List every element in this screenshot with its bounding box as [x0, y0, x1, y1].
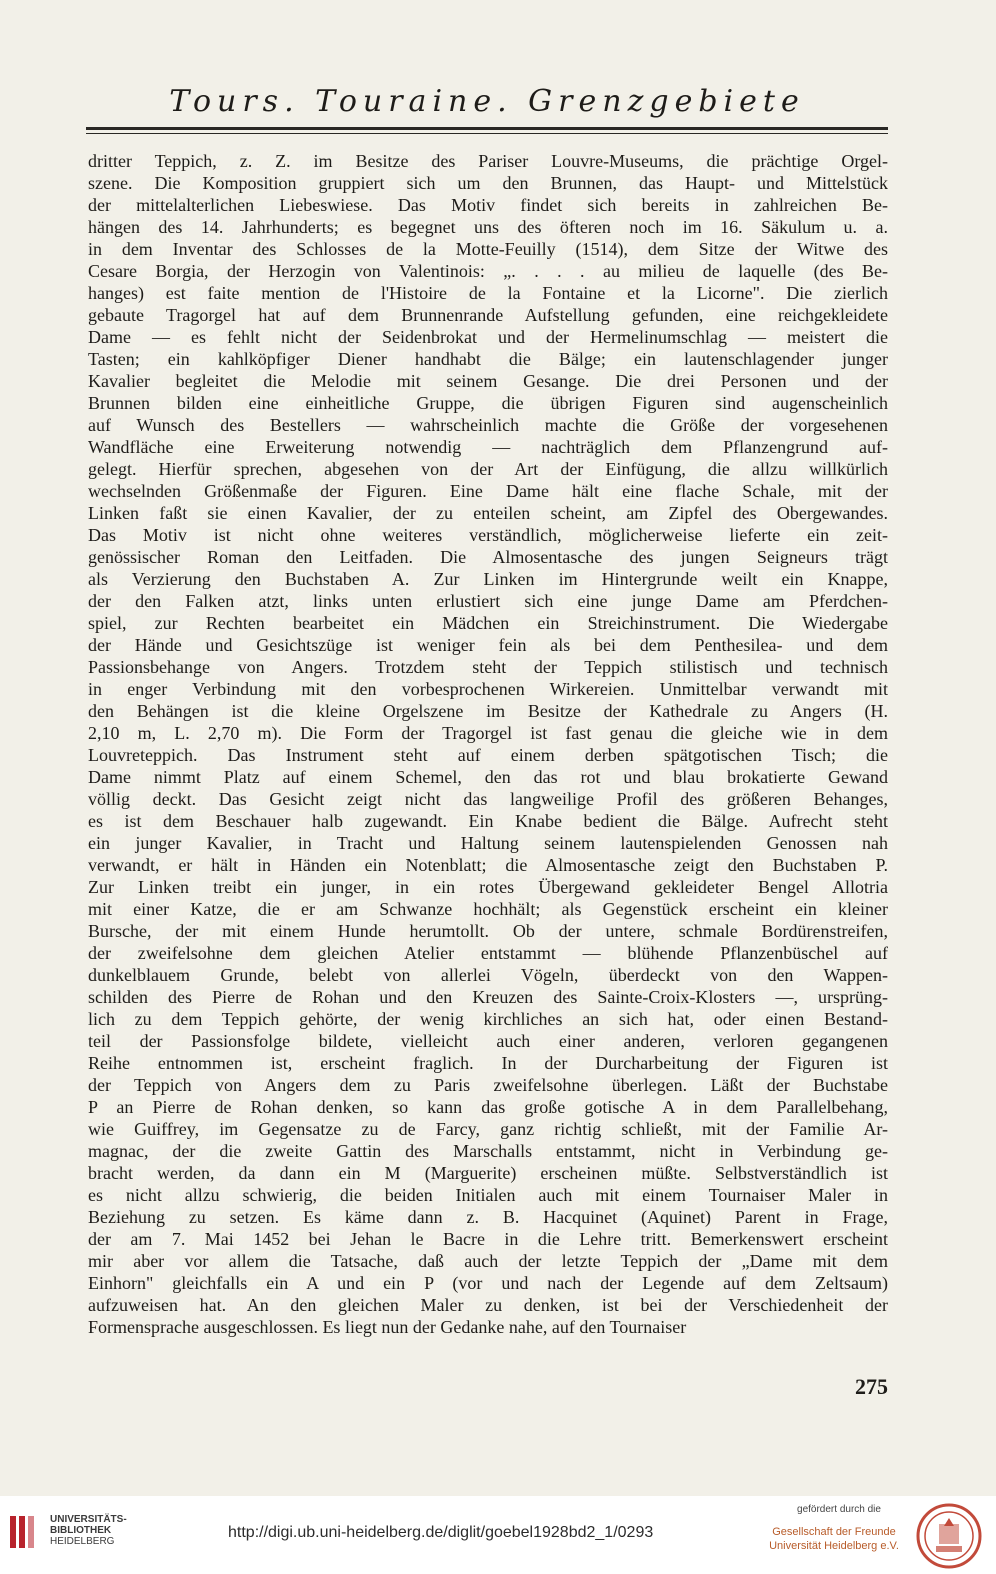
sponsor-org-line-1: Gesellschaft der Freunde: [772, 1526, 896, 1538]
text-line: lich zu dem Teppich gehörte, der wenig kirchliches an sich hat, oder einen Bestand-: [88, 1009, 888, 1029]
sponsor-caption: gefördert durch die: [797, 1504, 881, 1515]
text-line: es nicht allzu schwierig, die beiden Initialen auch mit einem Tournaiser Maler in: [88, 1185, 888, 1205]
text-line: in enger Verbindung mit den vorbesprochenen Wirkereien. Unmittelbar verwandt mit: [88, 679, 888, 699]
library-name: [50, 1514, 127, 1547]
text-line: genössischer Roman den Leitfaden. Die Almosentasche des jungen Seigneurs trägt: [88, 547, 888, 567]
text-line: der mittelalterlichen Liebeswiese. Das Motiv findet sich bereits in zahlreichen Be-: [88, 195, 888, 215]
library-name-line-1: UNIVERSITÄTS-: [50, 1514, 127, 1525]
text-line: Dame — es fehlt nicht der Seidenbrokat und der Hermelinumschlag — meistert die: [88, 327, 888, 347]
library-name-line-3: HEIDELBERG: [50, 1536, 115, 1547]
text-line: Tasten; ein kahlköpfiger Diener handhabt die Bälge; ein lautenschlagender junger: [88, 349, 888, 369]
text-line: in dem Inventar des Schlosses de la Motte-Feuilly (1514), dem Sitze der Witwe des: [88, 239, 888, 259]
text-line: P an Pierre de Rohan denken, so kann das große gotische A in dem Parallelbehang,: [88, 1097, 888, 1117]
page-number: 275: [855, 1374, 888, 1399]
permalink-url[interactable]: http://digi.ub.uni-heidelberg.de/diglit/goebel1928bd2_1/0293: [228, 1524, 654, 1541]
text-line: spiel, zur Rechten bearbeitet ein Mädchen ein Streichinstrument. Die Wiedergabe: [88, 613, 888, 633]
text-line: der Hände und Gesichtszüge ist weniger fein als bei dem Penthesilea- und dem: [88, 635, 888, 655]
text-line: Formensprache ausgeschlossen. Es liegt nun der Gedanke nahe, auf den Tournaiser: [88, 1317, 687, 1337]
university-seal-icon: [914, 1502, 984, 1570]
running-title: Tours. Touraine. Grenzgebiete: [169, 84, 805, 119]
text-line: auf Wunsch des Bestellers — wahrscheinlich machte die Größe der vorgesehenen: [88, 415, 888, 435]
text-line: hanges) est faite mention de l'Histoire de la Fontaine et la Licorne". Die zierlich: [88, 283, 888, 303]
text-line: wie Guiffrey, im Gegensatze zu de Farcy, ganz richtig schließt, mit der Familie Ar-: [88, 1119, 888, 1139]
text-line: als Verzierung den Buchstaben A. Zur Linken im Hintergrunde weilt ein Knappe,: [88, 569, 888, 589]
text-line: magnac, der die zweite Gattin des Marschalls entstammt, nicht in Verbindung ge-: [88, 1141, 888, 1161]
text-line: Reihe entnommen ist, erscheint fraglich. In der Durcharbeitung der Figuren ist: [88, 1053, 888, 1073]
text-line: Einhorn" gleichfalls ein A und ein P (vor und nach der Legende auf dem Zeltsaum): [88, 1273, 888, 1293]
text-line: gelegt. Hierfür sprechen, abgesehen von der Art der Einfügung, die allzu willkürlich: [88, 459, 888, 479]
text-line: teil der Passionsfolge bildete, vielleicht auch einer anderen, verloren gegangenen: [88, 1031, 888, 1051]
text-line: Beziehung zu setzen. Es käme dann z. B. Hacquinet (Aquinet) Parent in Frage,: [88, 1207, 888, 1227]
text-line: den Behängen ist die kleine Orgelszene im Besitze der Kathedrale zu Angers (H.: [88, 701, 888, 721]
text-line: Passionsbehange von Angers. Trotzdem steht der Teppich stilistisch und technisch: [88, 657, 888, 677]
library-name-line-2: BIBLIOTHEK: [50, 1525, 112, 1536]
text-line: schilden des Pierre de Rohan und den Kreuzen des Sainte-Croix-Klosters —, ursprüng-: [88, 987, 888, 1007]
sponsor-block: [760, 1504, 908, 1553]
text-line: Louvreteppich. Das Instrument steht auf einem derben spätgotischen Tisch; die: [88, 745, 888, 765]
text-line: hängen des 14. Jahrhunderts; es begegnet uns des öfteren noch im 16. Säkulum u. a.: [88, 217, 888, 237]
text-line: der den Falken atzt, links unten erlustiert sich eine junge Dame am Pferdchen-: [88, 591, 888, 611]
text-line: Brunnen bilden eine einheitliche Gruppe, die übrigen Figuren sind augenscheinlich: [88, 393, 888, 413]
text-line: dritter Teppich, z. Z. im Besitze des Pariser Louvre-Museums, die prächtige Orgel-: [88, 151, 888, 171]
text-line: Dame nimmt Platz auf einem Schemel, den das rot und blau brokatierte Gewand: [88, 767, 888, 787]
library-logo-icon: [8, 1512, 42, 1552]
body-text: [88, 150, 888, 1338]
text-line: Cesare Borgia, der Herzogin von Valentinois: „. . . . au milieu de laquelle (des Be-: [88, 261, 888, 281]
text-line: szene. Die Komposition gruppiert sich um den Brunnen, das Haupt- und Mittelstück: [88, 173, 888, 193]
viewer-footer: [0, 1496, 996, 1574]
text-line: Kavalier begleitet die Melodie mit seinem Gesange. Die drei Personen und der: [88, 371, 888, 391]
text-line: 2,10 m, L. 2,70 m). Die Form der Tragorgel ist fast genau die gleiche wie in dem: [88, 723, 888, 743]
text-line: Das Motiv ist nicht ohne weiteres verständlich, möglicherweise lieferte ein zeit-: [88, 525, 888, 545]
text-line: bracht werden, da dann ein M (Marguerite) erscheinen müßte. Selbstverständlich ist: [88, 1163, 888, 1183]
header-rule-thick: [86, 127, 888, 130]
text-line: aufzuweisen hat. An den gleichen Maler zu denken, ist bei der Verschiedenheit der: [88, 1295, 888, 1315]
text-line: Wandfläche eine Erweiterung notwendig — nachträglich dem Pflanzengrund auf-: [88, 437, 888, 457]
text-line: der Teppich von Angers dem zu Paris zweifelsohne überlegen. Läßt der Buchstabe: [88, 1075, 888, 1095]
text-line: der am 7. Mai 1452 bei Jehan le Bacre in die Lehre tritt. Bemerkenswert erscheint: [88, 1229, 888, 1249]
text-line: der zweifelsohne dem gleichen Atelier entstammt — blühende Pflanzenbüschel auf: [88, 943, 888, 963]
text-line: mir aber vor allem die Tatsache, daß auch der letzte Teppich der „Dame mit dem: [88, 1251, 888, 1271]
text-line: ein junger Kavalier, in Tracht und Haltung seinem lautenspielenden Genossen nah: [88, 833, 888, 853]
sponsor-org-line-2: Universität Heidelberg e.V.: [769, 1540, 899, 1552]
text-line: verwandt, er hält in Händen ein Notenblatt; die Almosentasche zeigt den Buchstaben P.: [88, 855, 888, 875]
text-line: völlig deckt. Das Gesicht zeigt nicht das langweilige Profil des größeren Behanges,: [88, 789, 888, 809]
text-line: gebaute Tragorgel hat auf dem Brunnenrande Aufstellung gefunden, eine reichgekleidete: [88, 305, 888, 325]
text-line: Bursche, der mit einem Hunde herumtollt. Ob der untere, schmale Bordürenstreifen,: [88, 921, 888, 941]
text-line: Linken faßt sie einen Kavalier, der zu enteilen scheint, am Zipfel des Obergewandes.: [88, 503, 888, 523]
text-line: mit einer Katze, die er am Schwanze hochhält; als Gegenstück erscheint ein kleiner: [88, 899, 888, 919]
header-rule-thin: [86, 133, 888, 134]
text-line: Zur Linken treibt ein junger, in ein rotes Übergewand gekleideter Bengel Allotria: [88, 877, 888, 897]
text-line: wechselnden Größenmaße der Figuren. Eine Dame hält eine flache Schale, mit der: [88, 481, 888, 501]
text-line: dunkelblauem Grunde, belebt von allerlei Vögeln, überdeckt von den Wappen-: [88, 965, 888, 985]
text-line: es ist dem Beschauer halb zugewandt. Ein Knabe bedient die Bälge. Aufrecht steht: [88, 811, 888, 831]
